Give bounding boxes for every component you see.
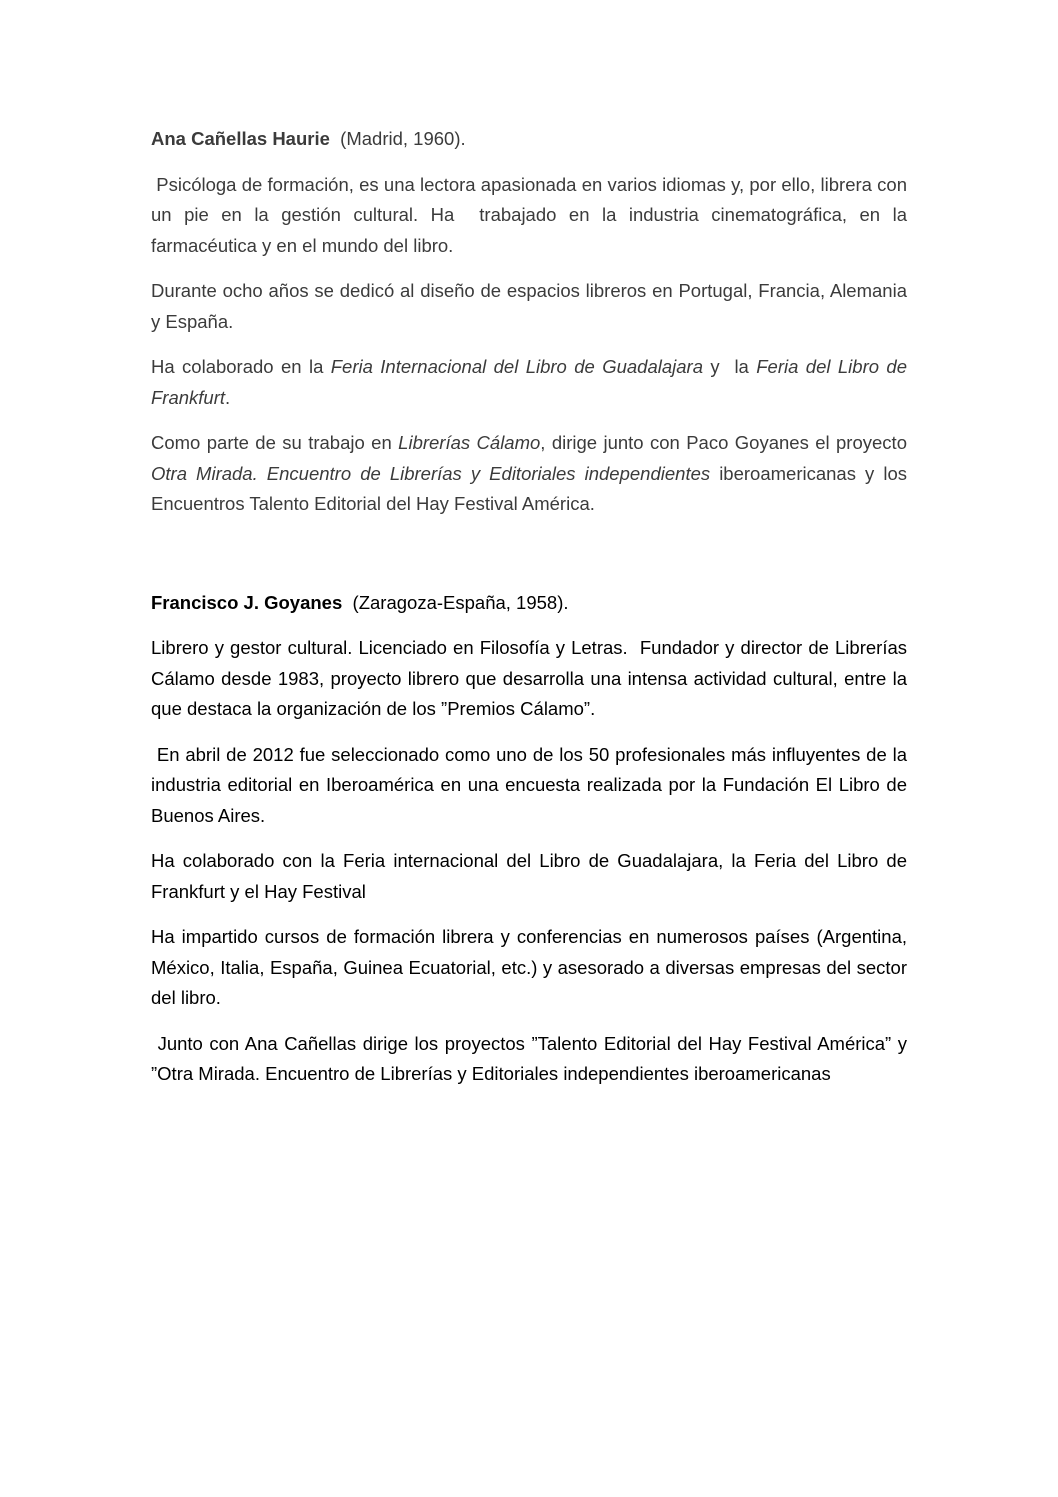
person-name: Francisco J. Goyanes [151, 591, 343, 613]
person-origin: (Zaragoza-España, 1958). [342, 591, 569, 613]
text-run: Como parte de su trabajo en [151, 432, 399, 453]
text-run: Ha colaborado en la [151, 356, 331, 377]
bio-paragraph: Ha impartido cursos de formación librera y conferencias en numerosos países (Argentina, México, Italia, España, Guinea Ecuatorial, etc.) y asesorado a diversas empresas del sector del libro. [151, 926, 907, 1008]
bio-paragraph: Durante ocho años se dedicó al diseño de espacios libreros en Portugal, Francia, Alemania y España. [151, 280, 907, 332]
bio-paragraph [151, 352, 913, 413]
project-title: Otra Mirada. Encuentro de Librerías y Editoriales independientes [151, 462, 711, 484]
bio-paragraph: En abril de 2012 fue seleccionado como uno de los 50 profesionales más influyentes de la industria editorial en Iberoamérica en una encuesta realizada por la Fundación El Libro de Buenos Aires. [151, 743, 913, 826]
document-body [151, 124, 918, 1105]
book-fair-title: Feria Internacional del Libro de Guadalajara [330, 356, 704, 377]
bio-heading [151, 588, 907, 619]
bookstore-name: Librerías Cálamo [398, 432, 541, 453]
book-fair-title: Feria del Libro de Frankfurt [151, 356, 913, 408]
bio-paragraph: Librero y gestor cultural. Licenciado en Filosofía y Letras. Fundador y director de Librerías Cálamo desde 1983, proyecto librero que desarrolla una intensa actividad cultural, entre la que destaca la organización de los ”Premios Cálamo”. [151, 637, 913, 719]
text-run: . [225, 386, 231, 408]
text-run: y la [703, 356, 757, 377]
person-origin: (Madrid, 1960). [329, 128, 466, 149]
bio-paragraph: Ha colaborado con la Feria internacional del Libro de Guadalajara, la Feria del Libro de Frankfurt y el Hay Festival [151, 850, 907, 902]
text-run: , dirige junto con Paco Goyanes el proyecto [540, 432, 907, 453]
bio-paragraph: Psicóloga de formación, es una lectora apasionada en varios idiomas y, por ello, librera con un pie en la gestión cultural. Ha trabajado en la industria cinematográfica, en la farmacéutica y en el mundo del libro. [151, 173, 913, 256]
bio-heading [151, 124, 907, 155]
text-run: iberoamericanas y los Encuentros Talento Editorial del Hay Festival América. [151, 462, 907, 514]
bio-paragraph [151, 428, 907, 520]
bio-paragraph: Junto con Ana Cañellas dirige los proyectos ”Talento Editorial del Hay Festival América” y ”Otra Mirada. Encuentro de Librerías y Editoriales independientes iberoamericanas [151, 1032, 918, 1084]
person-name: Ana Cañellas Haurie [151, 128, 330, 149]
section-spacer [151, 535, 907, 588]
bio-ana-canellas [151, 124, 913, 520]
bio-francisco-goyanes [151, 588, 918, 1090]
